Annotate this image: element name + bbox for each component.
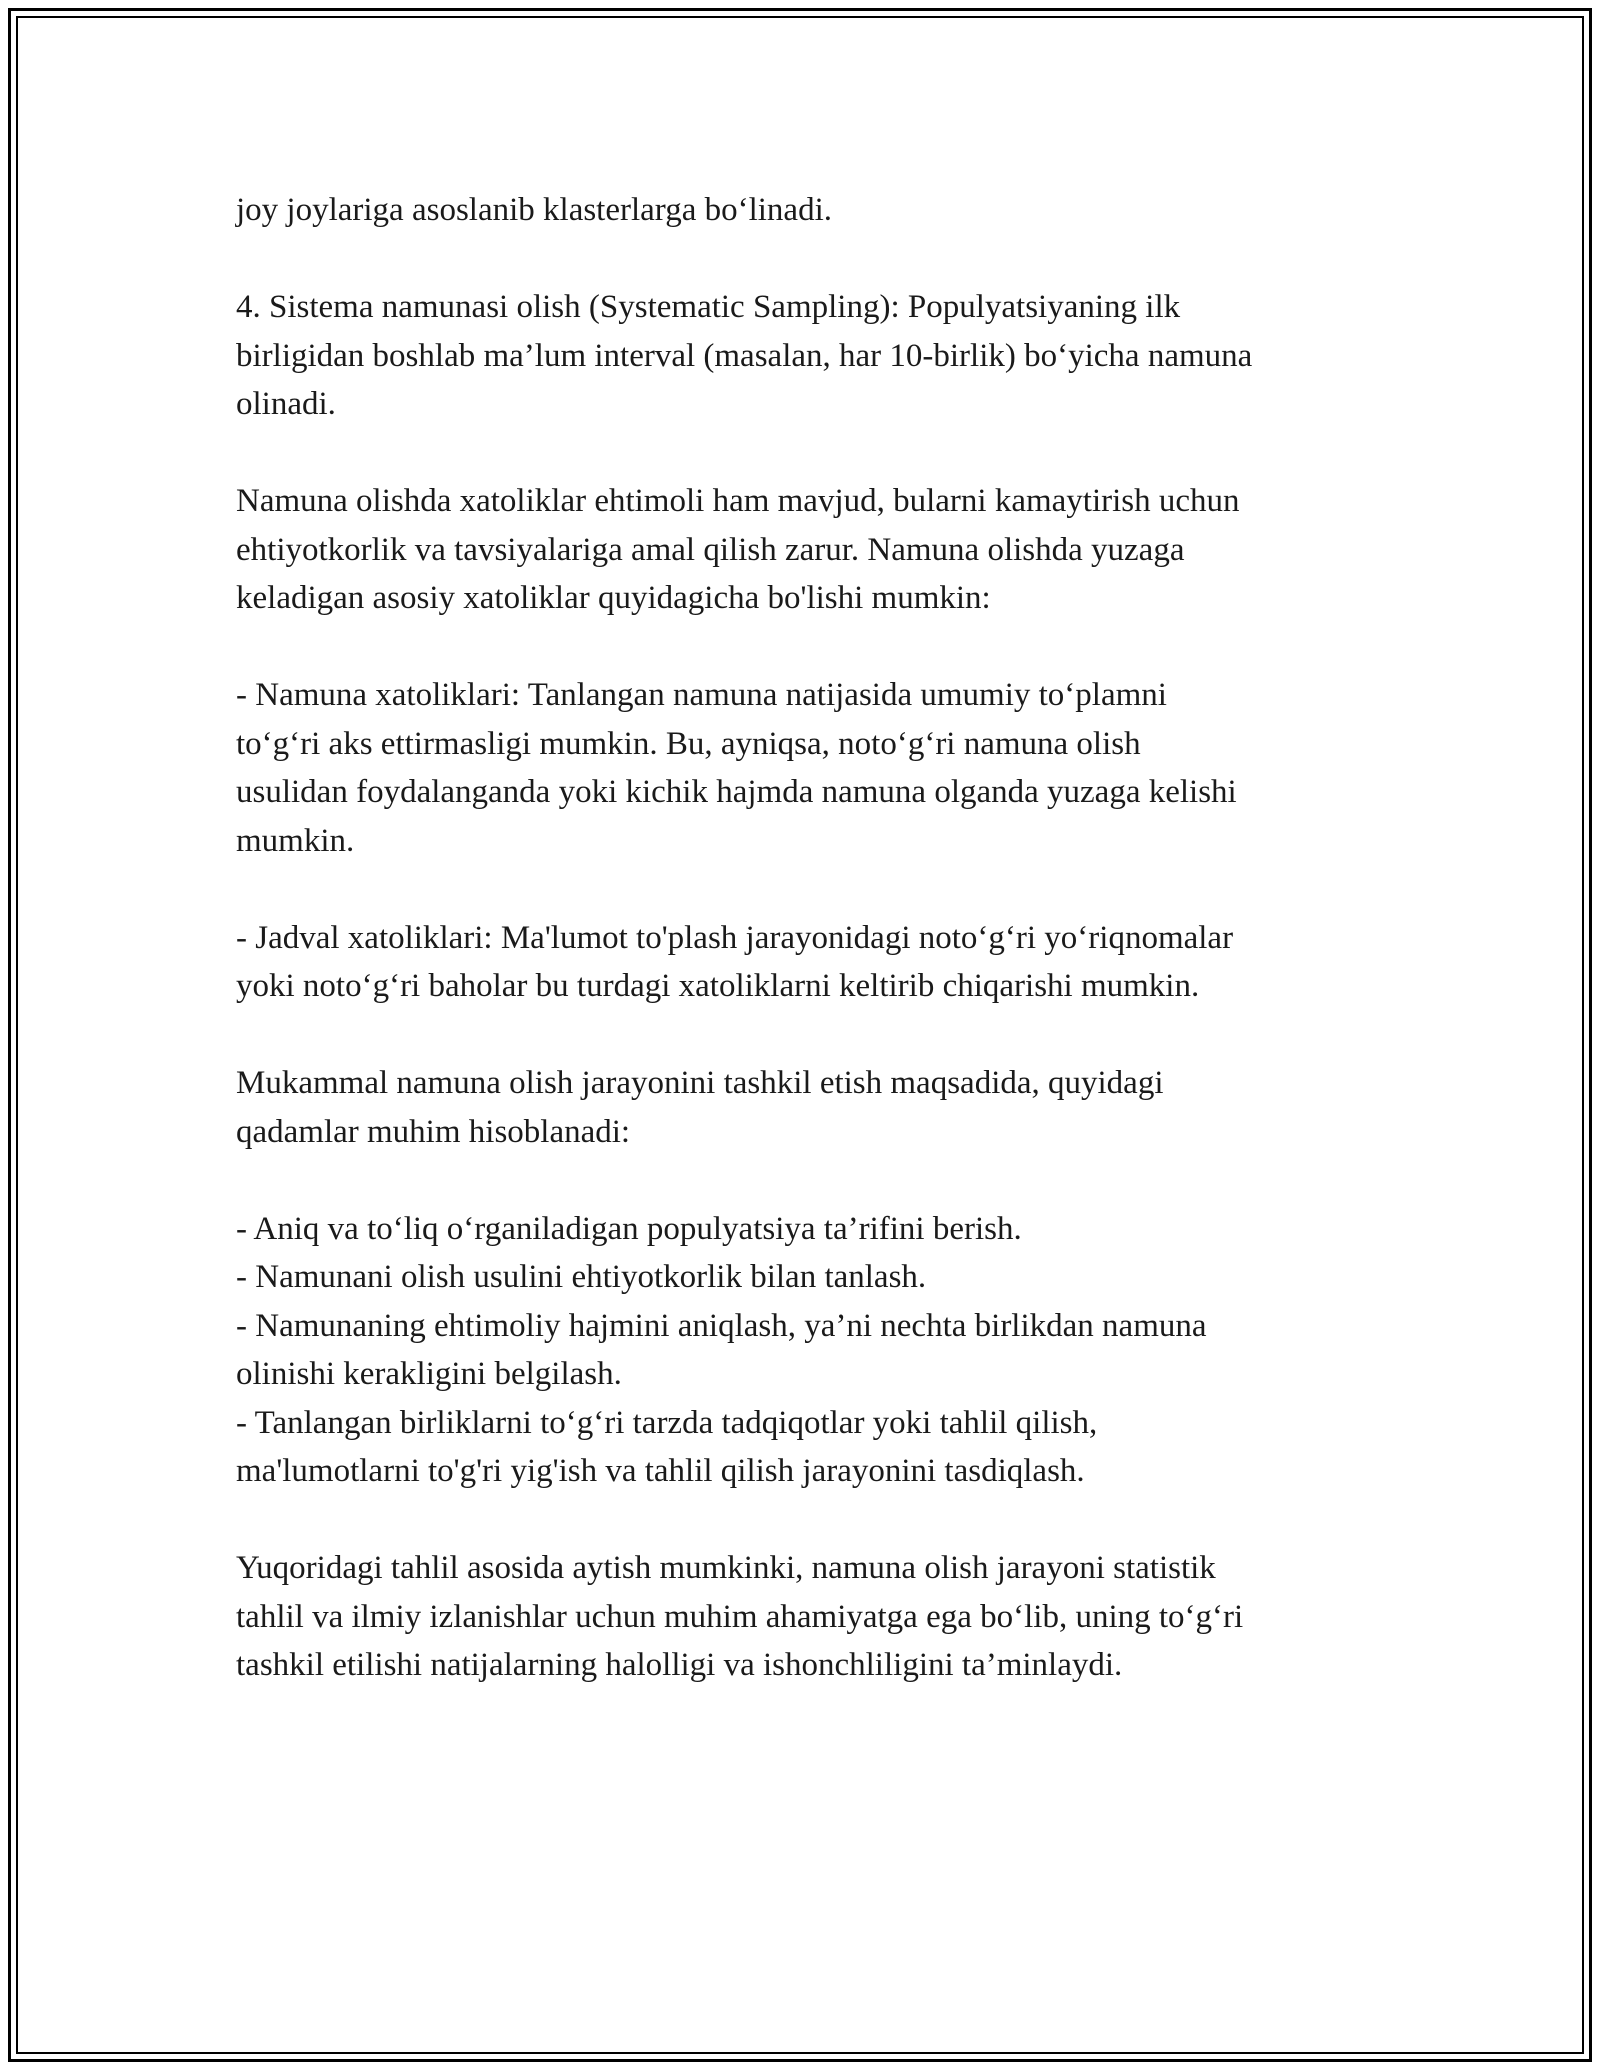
text-line: - Namuna xatoliklari: Tanlangan namuna natijasida umumiy to‘plamni	[236, 677, 1167, 713]
text-line: keladigan asosiy xatoliklar quyidagicha bo'lishi mumkin:	[236, 580, 991, 616]
text-line: ehtiyotkorlik va tavsiyalariga amal qilish zarur. Namuna olishda yuzaga	[236, 531, 1185, 568]
text-line: Mukammal namuna olish jarayonini tashkil etish maqsadida, quyidagi	[236, 1065, 1164, 1101]
paragraph-sample-errors	[236, 671, 1376, 865]
paragraph-systematic-sampling	[236, 283, 1376, 429]
paragraph-conclusion	[236, 1544, 1376, 1690]
text-line: Yuqoridagi tahlil asosida aytish mumkinki, namuna olish jarayoni statistik	[236, 1550, 1216, 1586]
text-line: mumkin.	[236, 822, 355, 859]
text-line: - Jadval xatoliklari: Ma'lumot to'plash jarayonidagi noto‘g‘ri yo‘riqnomalar	[236, 919, 1234, 956]
paragraph-perfect-sampling-intro	[236, 1059, 1376, 1156]
list-item: olinishi kerakligini belgilash.	[236, 1356, 622, 1392]
text-line: qadamlar muhim hisoblanadi:	[236, 1113, 631, 1150]
text-line: olinadi.	[236, 386, 336, 422]
text-line: yoki noto‘g‘ri baholar bu turdagi xatoliklarni keltirib chiqarishi mumkin.	[236, 968, 1200, 1004]
text-line: joy joylariga asoslanib klasterlarga bo‘linadi.	[236, 192, 832, 228]
text-line: tashkil etilishi natijalarning halolligi va ishonchliligini ta’minlaydi.	[236, 1647, 1123, 1683]
text-line: to‘g‘ri aks ettirmasligi mumkin. Bu, ayniqsa, noto‘g‘ri namuna olish	[236, 725, 1141, 762]
text-line: 4. Sistema namunasi olish (Systematic Sampling): Populyatsiyaning ilk	[236, 289, 1181, 325]
text-line: usulidan foydalanganda yoki kichik hajmda namuna olganda yuzaga kelishi	[236, 774, 1237, 810]
document-body	[236, 186, 1376, 1738]
text-line: tahlil va ilmiy izlanishlar uchun muhim ahamiyatga ega bo‘lib, uning to‘g‘ri	[236, 1598, 1244, 1635]
paragraph-cluster-sampling-end	[236, 186, 1376, 235]
list-item: - Namunani olish usulini ehtiyotkorlik bilan tanlash.	[236, 1259, 927, 1295]
list-item: - Aniq va to‘liq o‘rganiladigan populyatsiya ta’rifini berish.	[236, 1210, 1022, 1247]
list-item: - Namunaning ehtimoliy hajmini aniqlash, ya’ni nechta birlikdan namuna	[236, 1307, 1207, 1344]
list-item: - Tanlangan birliklarni to‘g‘ri tarzda tadqiqotlar yoki tahlil qilish,	[236, 1404, 1098, 1441]
paragraph-sampling-errors-intro	[236, 477, 1376, 623]
text-line: birligidan boshlab ma’lum interval (masalan, har 10-birlik) bo‘yicha namuna	[236, 337, 1253, 374]
paragraph-steps-list	[236, 1205, 1376, 1496]
list-item: ma'lumotlarni to'g'ri yig'ish va tahlil qilish jarayonini tasdiqlash.	[236, 1453, 1085, 1489]
text-line: Namuna olishda xatoliklar ehtimoli ham mavjud, bularni kamaytirish uchun	[236, 483, 1240, 519]
paragraph-table-errors	[236, 914, 1376, 1011]
